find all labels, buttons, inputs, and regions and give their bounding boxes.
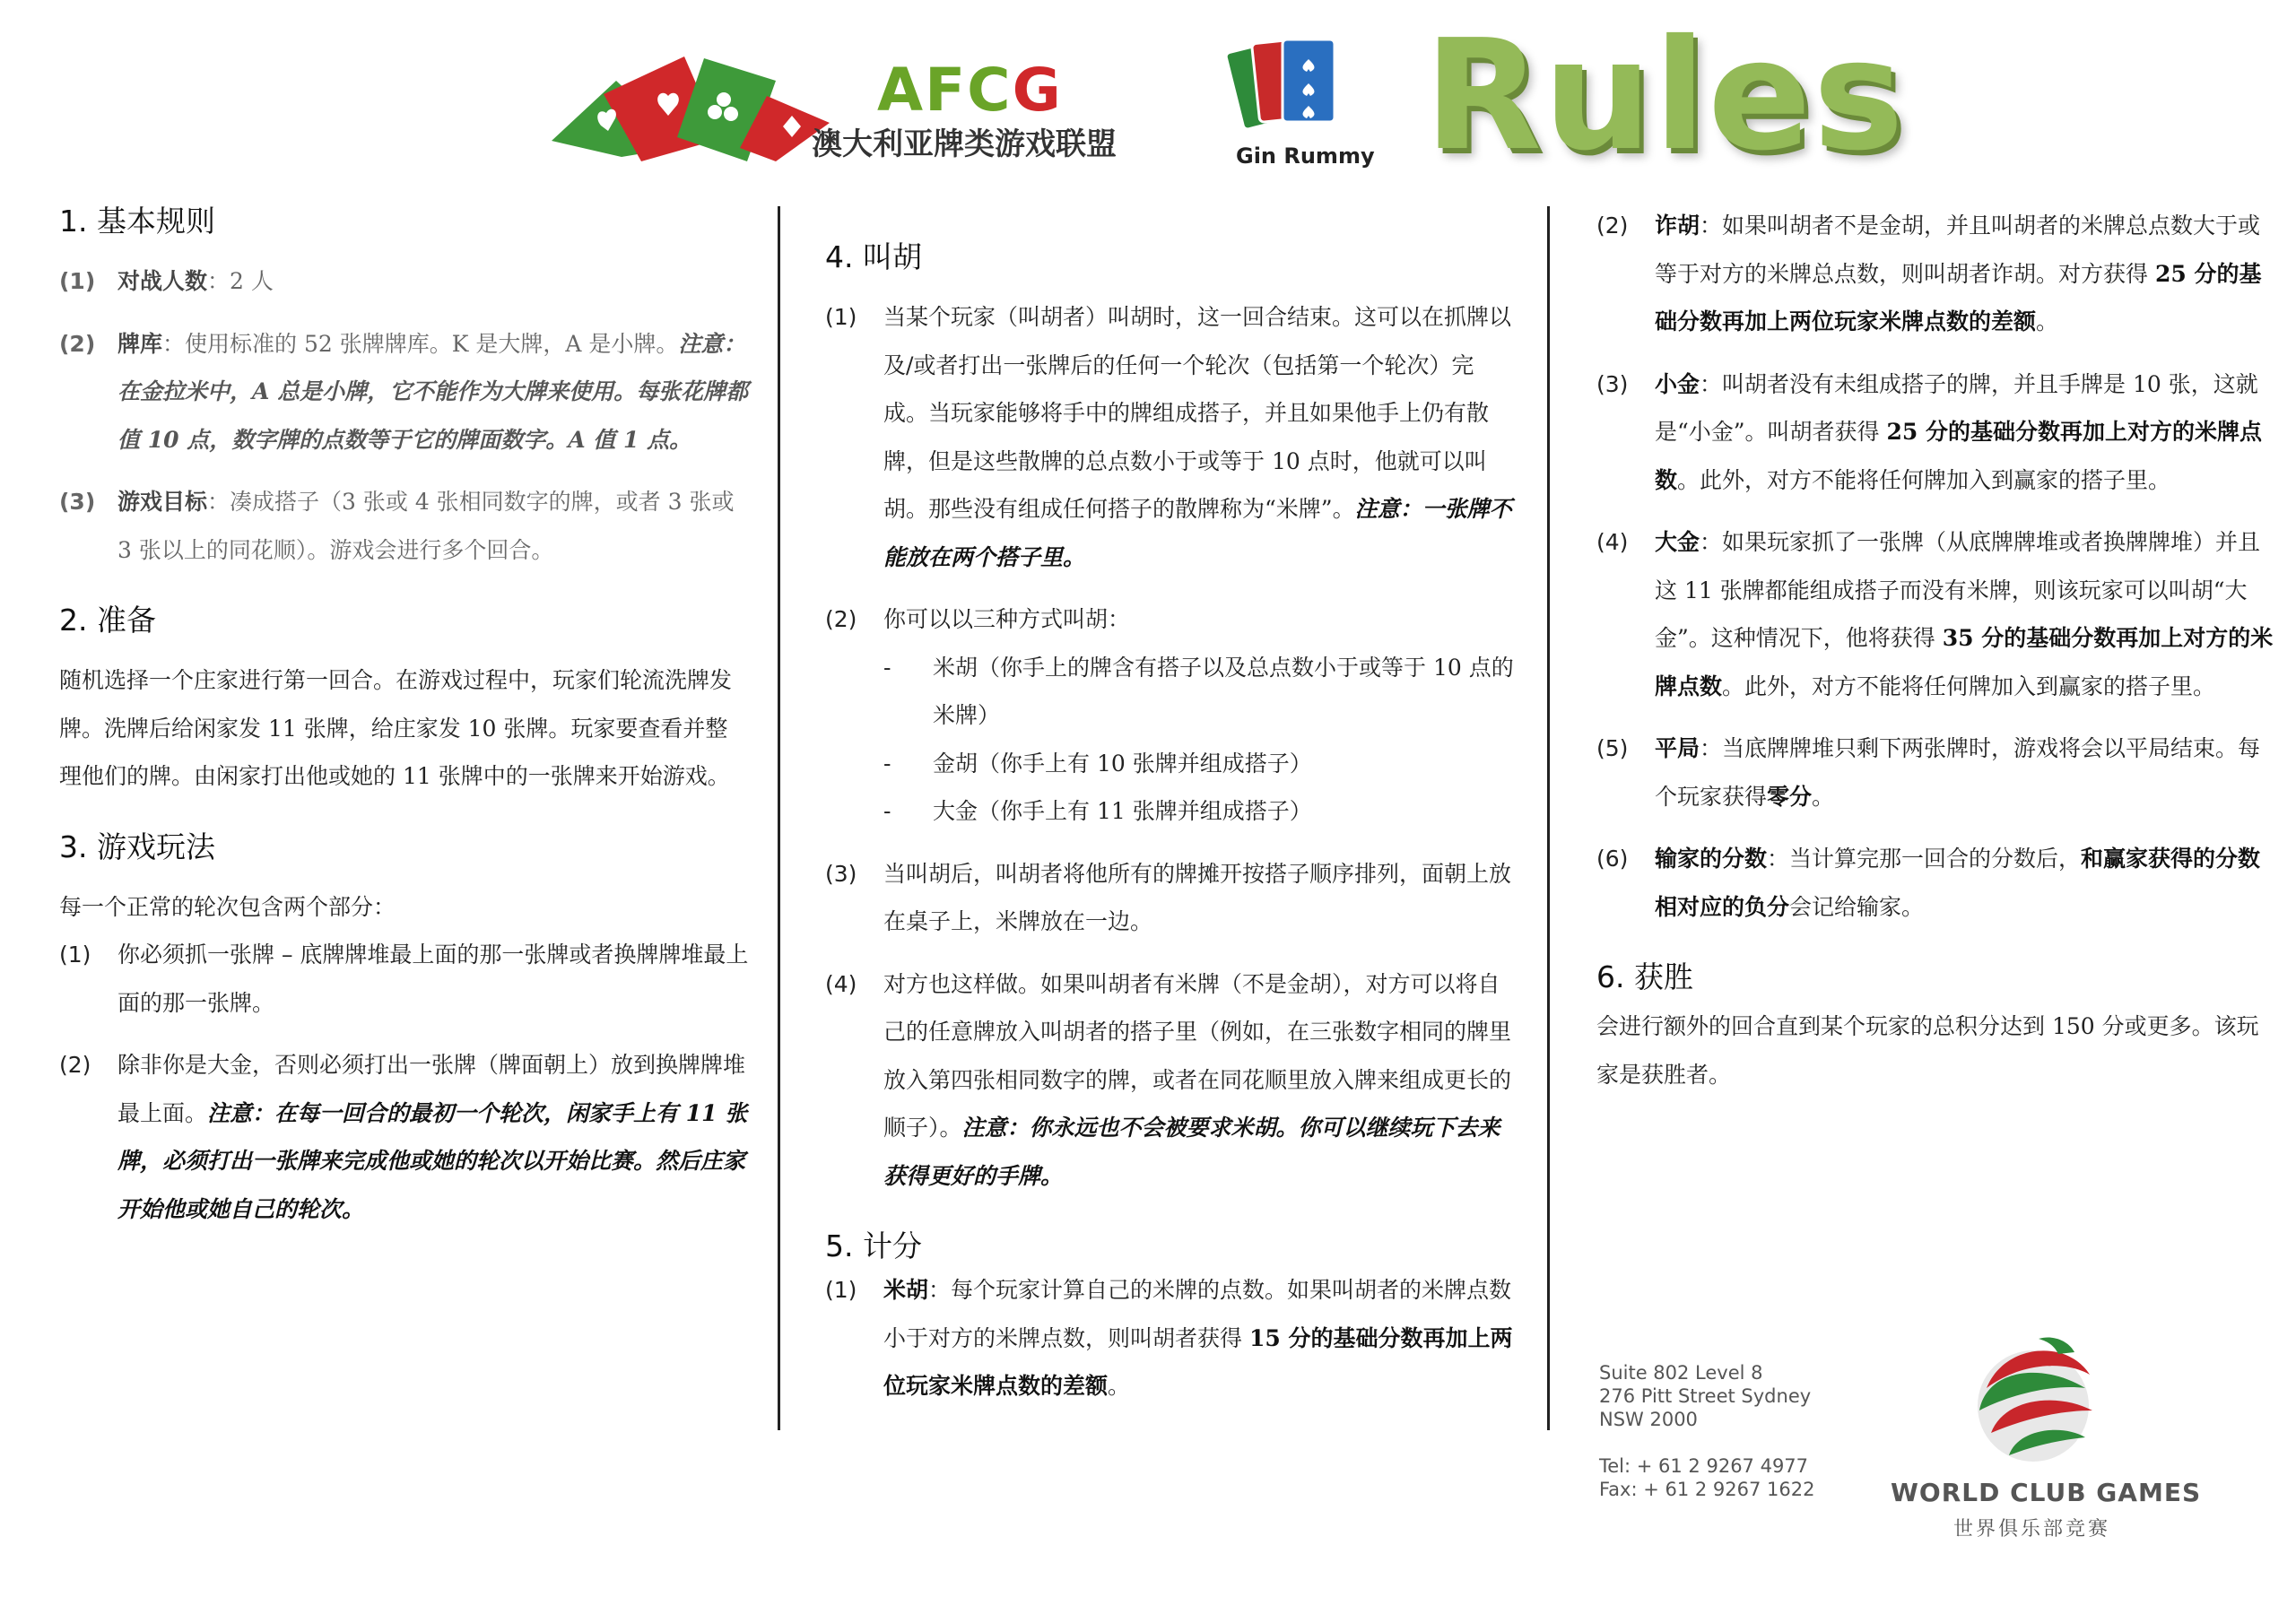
section-heading-knock: 4. 叫胡 [825, 239, 922, 274]
winning-text: 会进行额外的回合直到某个玩家的总积分达到 150 分或更多。该玩家是获胜者。 [1596, 1013, 2259, 1088]
section-heading-gameplay: 3. 游戏玩法 [59, 829, 215, 864]
column-divider [778, 206, 780, 1430]
column-left [59, 202, 750, 1233]
section-heading-setup: 2. 准备 [59, 603, 156, 638]
setup-text: 随机选择一个庄家进行第一回合。在游戏过程中，玩家们轮流洗牌发牌。洗牌后给闲家发 11 张牌，给庄家发 10 张牌。玩家要查看并整理他们的牌。由闲家打出他或她的 11 张牌中的一张牌来开始游戏。 [59, 667, 733, 789]
page-title: Rules [1424, 7, 1906, 185]
rule-item: (2) 除非你是大金，否则必须打出一张牌（牌面朝上）放到换牌牌堆最上面。注意：在每一回合的最初一个轮次，闲家手上有 11 张牌，必须打出一张牌来完成他或她的轮次以开始比赛。然后庄家开始他或她自己的轮次。 [59, 1052, 748, 1222]
rule-item: (3) 游戏目标：凑成搭子（3 张或 4 张相同数字的牌，或者 3 张或 3 张以上的同花顺）。游戏会进行多个回合。 [59, 489, 735, 563]
rule-item: (1) 对战人数：2 人 [59, 268, 274, 294]
world-club-games-globe-icon [1969, 1334, 2099, 1469]
rule-item: (1) 米胡：每个玩家计算自己的米牌的点数。如果叫胡者的米牌点数小于对方的米牌点数，则叫胡者获得 15 分的基础分数再加上两位玩家米牌点数的差额。 [825, 1277, 1513, 1399]
section-heading-basic-rules: 1. 基本规则 [59, 204, 215, 239]
rule-item: (2) 你可以以三种方式叫胡： [825, 606, 1131, 632]
section-heading-scoring: 5. 计分 [825, 1228, 922, 1263]
rule-item: (4) 大金：如果玩家抓了一张牌（从底牌牌堆或者换牌牌堆）并且这 11 张牌都能组成搭子而没有米牌，则该玩家可以叫胡“大金”。这种情况下，他将获得 35 分的基础分数再加上对方的米牌点数。此外，对方不能将任何牌加入到赢家的搭子里。 [1596, 529, 2274, 699]
gin-rummy-label: Gin Rummy [1236, 143, 1375, 169]
rule-item: (2) 诈胡：如果叫胡者不是金胡，并且叫胡者的米牌总点数大于或等于对方的米牌总点数，则叫胡者诈胡。对方获得 25 分的基础分数再加上两位玩家米牌点数的差额。 [1596, 213, 2262, 334]
fax-number: Fax: + 61 2 9267 1622 [1599, 1479, 1815, 1500]
rule-item: (1) 当某个玩家（叫胡者）叫胡时，这一回合结束。这可以在抓牌以及/或者打出一张牌后的任何一个轮次（包括第一个轮次）完成。当玩家能够将手中的牌组成搭子，并且如果他手上仍有散牌，但是这些散牌的总点数小于或等于 10 点时，他就可以叫胡。那些没有组成任何搭子的散牌称为“米牌”。注意：一张牌不能放在两个搭子里。 [825, 304, 1512, 570]
rule-item: (2) 牌库：使用标准的 52 张牌牌库。K 是大牌，A 是小牌。注意：在金拉米中，A 总是小牌，它不能作为大牌来使用。每张花牌都值 10 点，数字牌的点数等于它的牌面数字。A 值 1 点。 [59, 330, 749, 453]
world-club-games-name: WORLD CLUB GAMES [1891, 1478, 2202, 1507]
gameplay-intro: 每一个正常的轮次包含两个部分： [59, 893, 396, 920]
world-club-games-subtitle: 世界俱乐部竞赛 [1953, 1518, 2111, 1541]
contact-address: Suite 802 Level 8 276 Pitt Street Sydney NSW 2000 Tel: + 61 2 9267 4977 Fax: + 61 2 9267 1622 [1599, 1362, 1815, 1500]
list-item: - 金胡（你手上有 10 张牌并组成搭子） [883, 750, 1312, 777]
column-divider [1547, 206, 1550, 1430]
rule-item: (4) 对方也这样做。如果叫胡者有米牌（不是金胡），对方可以将自己的任意牌放入叫胡者的搭子里（例如，在三张数字相同的牌里放入第四张相同数字的牌，或者在同花顺里放入牌来组成更长的顺子）。注意：你永远也不会被要求米胡。你可以继续玩下去来获得更好的手牌。 [825, 970, 1512, 1189]
list-item: - 大金（你手上有 11 张牌并组成搭子） [883, 798, 1312, 824]
afcg-subtitle: 澳大利亚牌类游戏联盟 [812, 126, 1117, 162]
section-heading-winning: 6. 获胜 [1596, 959, 1693, 994]
column-middle [825, 238, 1516, 1410]
list-item: - 米胡（你手上的牌含有搭子以及总点数小于或等于 10 点的米牌） [883, 654, 1514, 728]
afcg-brand-name: AFCG [877, 56, 1063, 125]
rule-item: (3) 小金：叫胡者没有未组成搭子的牌，并且手牌是 10 张，这就是“小金”。叫胡者获得 25 分的基础分数再加上对方的米牌点数。此外，对方不能将任何牌加入到赢家的搭子里。 [1596, 370, 2263, 493]
rule-item: (6) 输家的分数：当计算完那一回合的分数后，和赢家获得的分数相对应的负分会记给输家。 [1596, 846, 2261, 920]
rule-item: (1) 你必须抓一张牌 – 底牌牌堆最上面的那一张牌或者换牌牌堆最上面的那一张牌。 [59, 942, 749, 1016]
gin-rummy-cards-icon [1227, 34, 1352, 133]
header [0, 0, 2296, 188]
rule-item: (5) 平局：当底牌牌堆只剩下两张牌时，游戏将会以平局结束。每个玩家获得零分。 [1596, 735, 2261, 810]
column-right [1596, 202, 2278, 1098]
phone-number: Tel: + 61 2 9267 4977 [1599, 1455, 1809, 1477]
rule-item: (3) 当叫胡后，叫胡者将他所有的牌摊开按搭子顺序排列，面朝上放在桌子上，米牌放在一边。 [825, 860, 1512, 934]
